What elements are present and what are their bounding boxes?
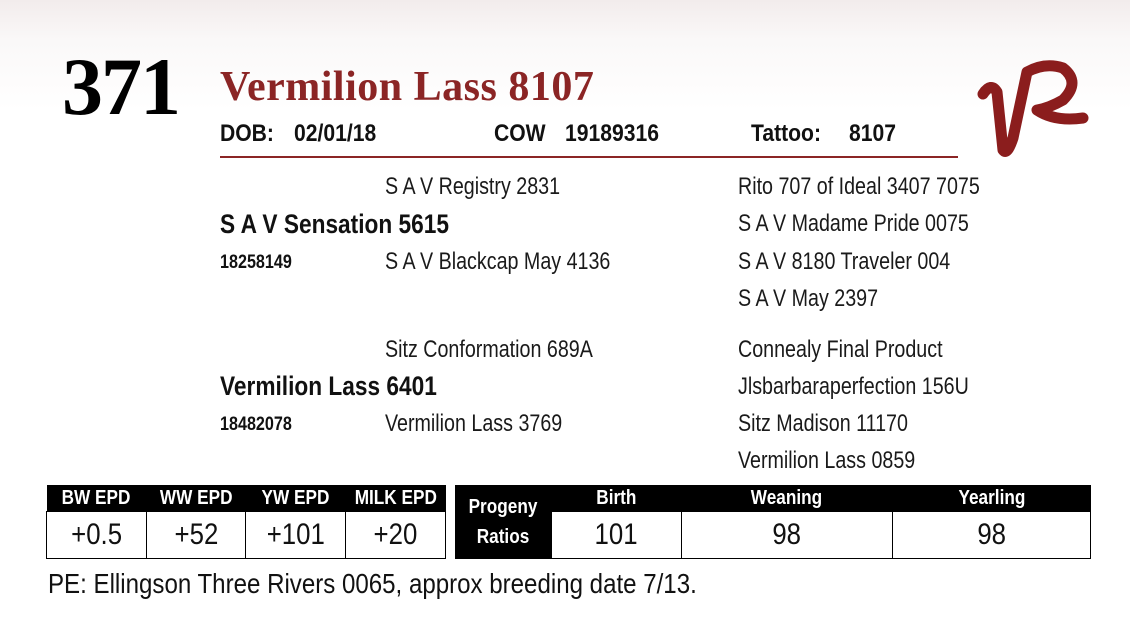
sire-dam-dam: S A V May 2397: [738, 285, 879, 312]
tattoo-label: Tattoo:: [751, 120, 821, 147]
lot-number: 371: [62, 41, 179, 132]
epd-header: YW EPD: [246, 485, 346, 512]
progeny-value: 98: [681, 512, 892, 559]
dam-dam: Vermilion Lass 3769: [385, 410, 563, 437]
dam-sire: Sitz Conformation 689A: [385, 336, 593, 363]
dob-value: 02/01/18: [294, 120, 377, 147]
animal-name: Vermilion Lass 8107: [220, 64, 595, 110]
dam-dam-sire: Sitz Madison 11170: [738, 410, 908, 437]
sire-name: S A V Sensation 5615: [220, 209, 450, 239]
sire-dam-sire: S A V 8180 Traveler 004: [738, 248, 951, 275]
dam-sire-sire: Connealy Final Product: [738, 336, 943, 363]
dam-name: Vermilion Lass 6401: [220, 371, 437, 401]
epd-value: +52: [146, 512, 246, 559]
sire-sire: S A V Registry 2831: [385, 173, 561, 200]
dob-label: DOB:: [220, 120, 274, 147]
header-divider: [220, 156, 958, 158]
epd-header: BW EPD: [47, 485, 147, 512]
pe-note: PE: Ellingson Three Rivers 0065, approx breeding date 7/13.: [48, 568, 697, 599]
sire-dam: S A V Blackcap May 4136: [385, 248, 611, 275]
progeny-header: Weaning: [681, 485, 892, 512]
epd-value: +0.5: [47, 512, 147, 559]
vr-brand-logo-icon: [975, 52, 1090, 164]
tattoo-value: 8107: [849, 120, 896, 147]
epd-header: WW EPD: [146, 485, 246, 512]
progeny-header-row: [455, 485, 1091, 512]
epd-table: [46, 485, 446, 559]
dam-dam-dam: Vermilion Lass 0859: [738, 447, 916, 474]
epd-value: +20: [346, 512, 446, 559]
dam-registration: 18482078: [220, 414, 292, 435]
sire-registration: 18258149: [220, 252, 292, 273]
epd-value: +101: [246, 512, 346, 559]
animal-type: COW: [494, 120, 546, 147]
sire-sire-dam: S A V Madame Pride 0075: [738, 210, 969, 237]
dam-sire-dam: Jlsbarbaraperfection 156U: [738, 373, 969, 400]
progeny-header: Birth: [552, 485, 682, 512]
progeny-ratios-label: Progeny Ratios: [455, 485, 552, 559]
registration-number: 19189316: [565, 120, 659, 147]
epd-value-row: [47, 512, 446, 559]
progeny-header: Yearling: [893, 485, 1091, 512]
epd-header-row: [47, 485, 446, 512]
epd-header: MILK EPD: [346, 485, 446, 512]
progeny-value: 101: [552, 512, 682, 559]
progeny-ratios-table: [455, 485, 1091, 559]
sire-sire-sire: Rito 707 of Ideal 3407 7075: [738, 173, 980, 200]
progeny-value: 98: [893, 512, 1091, 559]
